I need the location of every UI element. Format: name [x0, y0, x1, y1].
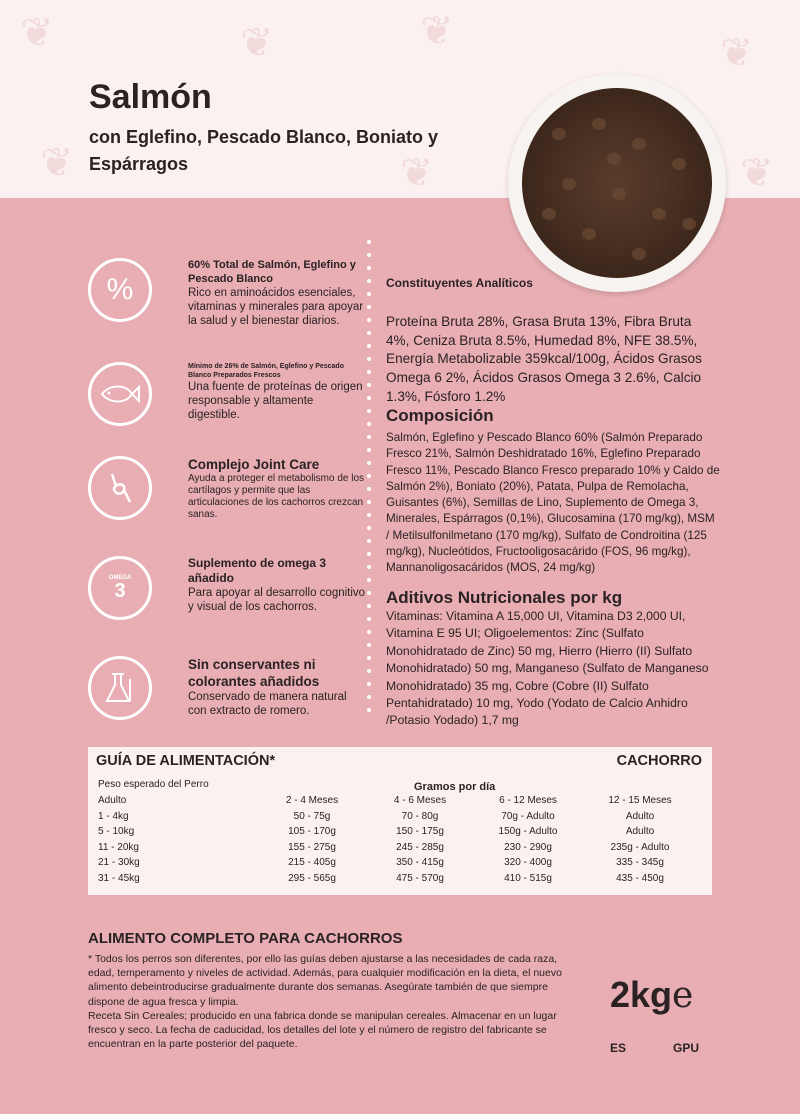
leaf-pattern-icon: ❦	[740, 151, 774, 195]
guide-title: GUÍA DE ALIMENTACIÓN*	[96, 753, 276, 769]
table-row	[98, 871, 698, 887]
feature-heading: Suplemento de omega 3 añadido	[188, 556, 327, 585]
composition-body: Salmón, Eglefino y Pescado Blanco 60% (Salmón Preparado Fresco 21%, Salmón Deshidratado 16%, Eglefino Preparado Fresco 11%, Pescado Blanco Fresco preparado 10% y Caldo de Salmón 2%), Boniato (20%), Patata, Pulpa de Remolacha, Guisantes (6%), Semillas de Lino, Suplemento de Omega 3, Minerales, Espárragos (0,1%), Glucosamina (170 mg/kg), MSM / Metilsulfonilmetano (170 mg/kg), Sulfato de Condroitina (125 mg/kg), Nucleótidos, Fructooligosacárido (FOS, 96 mg/kg), Mannanoligosacáridos (MOS, 24 mg/kg)	[386, 431, 720, 575]
leaf-pattern-icon: ❦	[420, 9, 454, 53]
guide-grams-label: Gramos por día	[414, 781, 496, 793]
table-cell: 230 - 290g	[504, 841, 552, 853]
analytics-body: Proteína Bruta 28%, Grasa Bruta 13%, Fibra Bruta 4%, Ceniza Bruta 8.5%, Humedad 8%, NFE 38.5%, Energía Metabolizable 359kcal/100g, Ácidos Grasos Omega 6 2%, Ácidos Grasos Omega 3 2.6%, Calcio 1.3%, Fósforo 1.2%	[386, 314, 702, 404]
joint-icon	[88, 456, 152, 520]
omega-icon-number: 3	[114, 580, 126, 602]
product-title: Salmón	[89, 78, 212, 116]
table-cell: 215 - 405g	[288, 857, 336, 869]
table-cell: 410 - 515g	[504, 872, 552, 884]
analytics-heading: Constituyentes Analíticos	[386, 276, 533, 290]
feature-body: Ayuda a proteger el metabolismo de los cartílagos y permite que las articulaciones de los cachorros crezcan sanas.	[188, 473, 365, 520]
feature-heading: Sin conservantes ni colorantes añadidos	[188, 657, 320, 689]
estimated-mark: e	[672, 975, 694, 1016]
note-storage: Receta Sin Cereales; producido en una fabrica donde se manipulan cereales. Almacenar en un lugar fresco y seco. La fecha de caducidad, los detalles del lote y el número de registro del fabricante se encuentran en la parte posterior del paquete.	[88, 1009, 557, 1051]
additives-heading: Aditivos Nutricionales por kg	[386, 588, 623, 607]
food-bowl-image	[508, 74, 726, 292]
table-cell: 335 - 345g	[616, 857, 664, 869]
note-text: * Todos los perros son diferentes, por ello las guías deben ajustarse a las necesidades de cada raza, edad, temperamento y niveles de actividad. Además, para cualquier modificación en la dieta, el nuevo alimento debeintroducirse gradualmente durante dos semanas. Asegúrate también de que siempre dispone de agua fresca y limpia.	[88, 953, 562, 1008]
table-cell: 150g - Adulto	[498, 826, 558, 838]
table-cell: 1 - 4kg	[98, 810, 129, 822]
table-cell: 350 - 415g	[396, 857, 444, 869]
table-cell: 155 - 275g	[288, 841, 336, 853]
language-code: ES	[610, 1041, 627, 1055]
fish-icon	[88, 362, 152, 426]
table-header-row	[98, 793, 698, 809]
feature-body: Rico en aminoácidos esenciales, vitaminas y minerales para apoyar la salud y el bienestar diarios.	[188, 287, 364, 327]
table-cell: 150 - 175g	[396, 826, 444, 838]
table-row	[98, 855, 698, 871]
table-cell: 435 - 450g	[616, 872, 664, 884]
composition-heading: Composición	[386, 406, 494, 425]
table-cell: 4 - 6 Meses	[393, 795, 447, 807]
feeding-table	[98, 793, 698, 886]
table-cell: 2 - 4 Meses	[285, 795, 339, 807]
table-row	[98, 809, 698, 825]
table-cell: 70 - 80g	[401, 810, 439, 822]
weight-value: 2kg	[610, 974, 673, 1015]
table-cell: 70g - Adulto	[501, 810, 555, 822]
table-cell: 245 - 285g	[396, 841, 444, 853]
leaf-pattern-icon: ❦	[240, 21, 274, 65]
table-cell: 320 - 400g	[504, 857, 552, 869]
feature-heading: 60% Total de Salmón, Eglefino y Pescado Blanco	[188, 259, 356, 285]
leaf-pattern-icon: ❦	[40, 141, 74, 185]
table-cell: 5 - 10kg	[98, 826, 135, 838]
table-cell: 50 - 75g	[293, 810, 331, 822]
feature-body: Una fuente de proteínas de origen responsable y altamente digestible.	[188, 381, 363, 421]
table-row	[98, 840, 698, 856]
feature-body: Conservado de manera natural con extracto de romero.	[188, 691, 347, 717]
table-cell: 295 - 565g	[288, 872, 336, 884]
table-row	[98, 824, 698, 840]
product-subtitle: con Eglefino, Pescado Blanco, Boniato y Espárragos	[89, 127, 439, 174]
table-cell: 6 - 12 Meses	[499, 795, 557, 807]
table-cell: Adulto	[625, 826, 655, 838]
table-cell: 105 - 170g	[288, 826, 336, 838]
additives-body: Vitaminas: Vitamina A 15,000 UI, Vitamina D3 2,000 UI, Vitamina E 95 UI; Oligoelementos: Zinc (Sulfato Monohidratado de Zinc) 50 mg, Hierro (Hierro (II) Sulfato Monohidratado) 50 mg, Manganeso (Sulfato de Manganeso Monohidratado) 35 mg, Cobre (Cobre (II) Sulfato Pentahidratado) 10 mg, Yodo (Yodato de Calcio Anhidro /Potasio Yodado) 1,7 mg	[386, 609, 709, 728]
table-cell: 11 - 20kg	[98, 841, 139, 853]
table-cell: 475 - 570g	[396, 872, 444, 884]
table-cell: 21 - 30kg	[98, 857, 140, 869]
dotted-divider	[367, 240, 371, 721]
complete-food-title: ALIMENTO COMPLETO PARA CACHORROS	[88, 930, 403, 947]
table-cell: 235g - Adulto	[610, 841, 670, 853]
disclaimer-note	[88, 952, 576, 1051]
table-cell: Adulto	[98, 795, 127, 807]
omega-icon	[88, 556, 152, 620]
lab-flask-icon	[88, 656, 152, 720]
feature-body: Para apoyar al desarrollo cognitivo y visual de los cachorros.	[188, 587, 366, 613]
leaf-pattern-icon: ❦	[20, 11, 54, 55]
feature-heading: Mínimo de 26% de Salmón, Eglefino y Pescado Blanco Preparados Frescos	[188, 363, 344, 379]
leaf-pattern-icon: ❦	[720, 31, 754, 75]
table-cell: 31 - 45kg	[98, 872, 140, 884]
percent-icon: %	[88, 258, 152, 322]
feature-heading: Complejo Joint Care	[188, 457, 320, 472]
table-cell: Adulto	[625, 810, 655, 822]
guide-stage: CACHORRO	[616, 753, 702, 769]
table-cell: 12 - 15 Meses	[608, 795, 672, 807]
feeding-guide	[88, 747, 712, 895]
omega-icon-label: OMEGA	[108, 575, 132, 581]
product-code: GPU	[673, 1041, 700, 1055]
leaf-pattern-icon: ❦	[400, 151, 434, 195]
net-weight	[610, 974, 693, 1016]
guide-weight-label: Peso esperado del Perro	[98, 779, 209, 790]
